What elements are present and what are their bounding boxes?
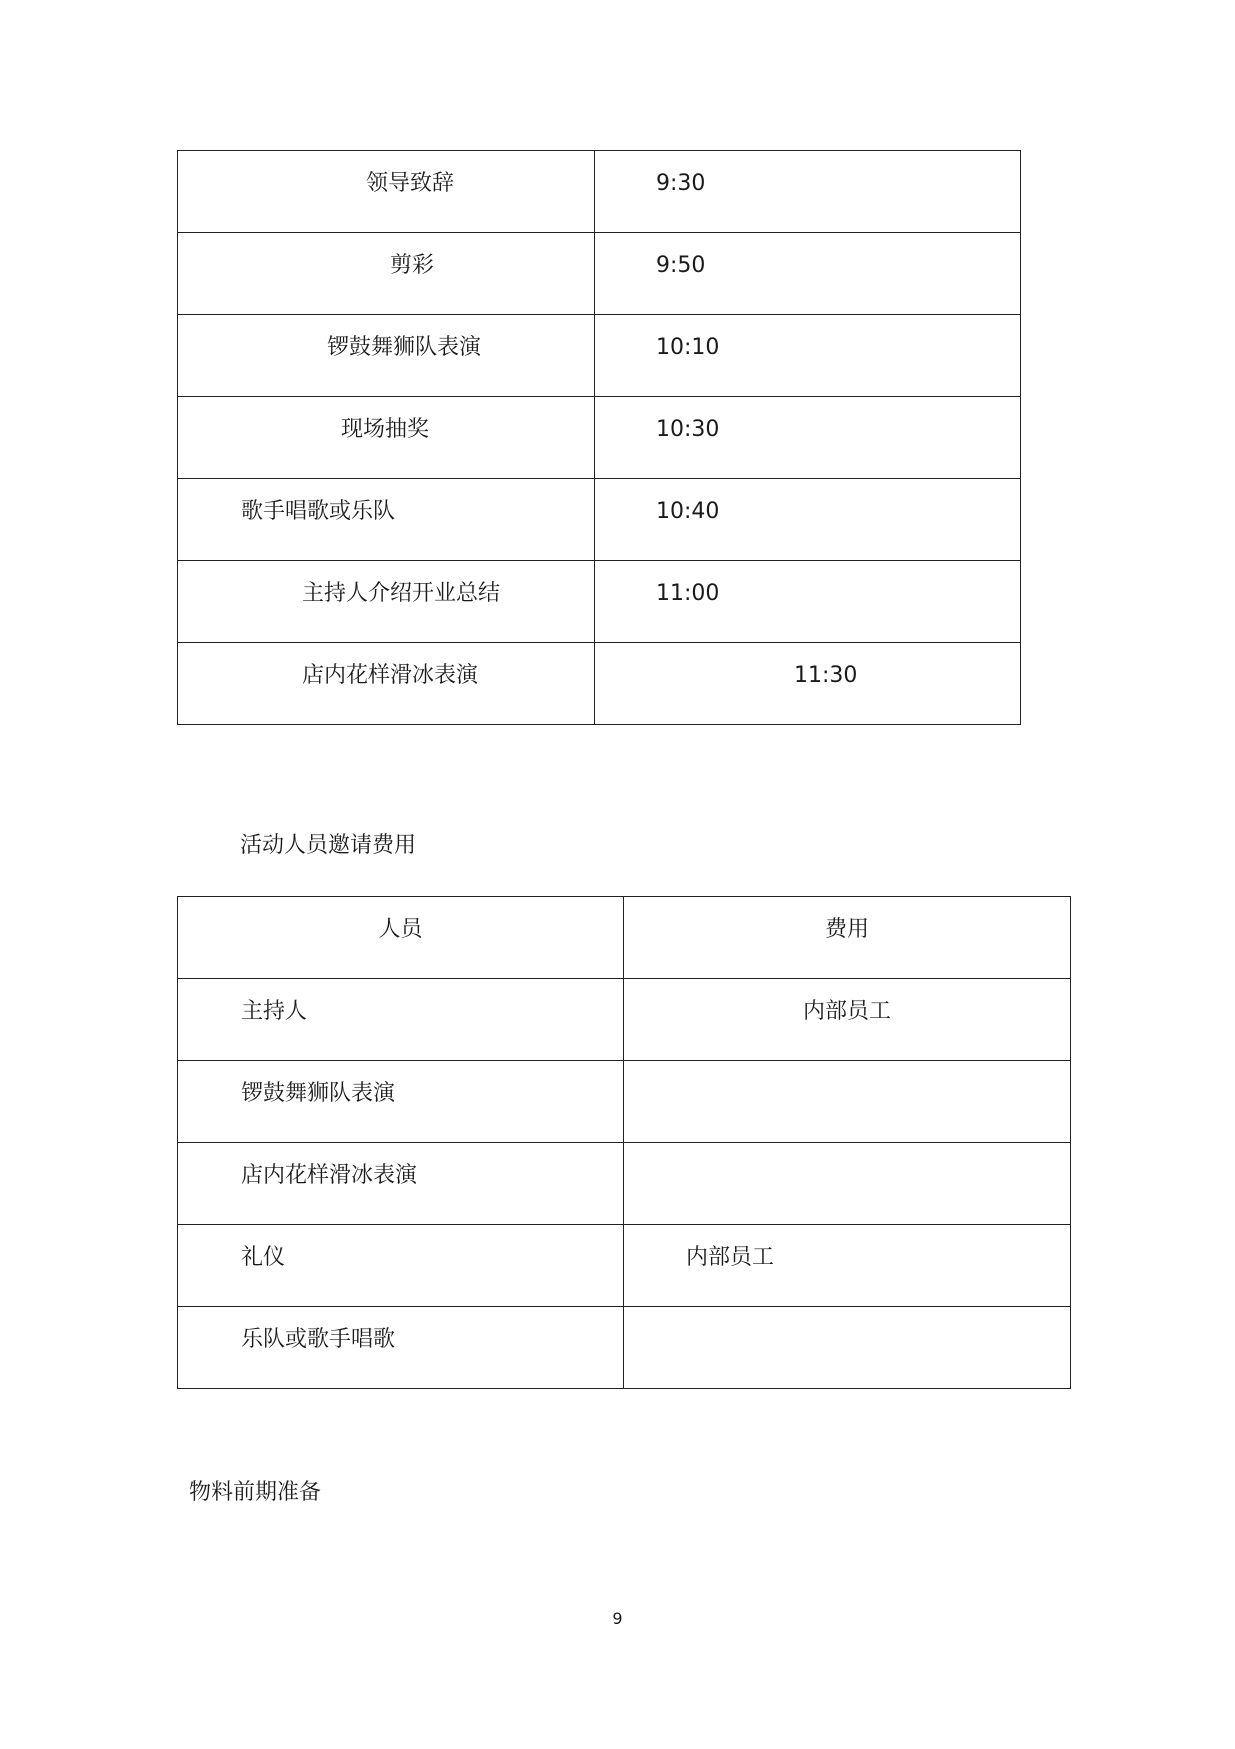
table-cell — [178, 233, 595, 315]
schedule-item: 现场抽奖 — [341, 417, 430, 442]
schedule-time: 9:30 — [656, 171, 706, 196]
page-number: 9 — [612, 1609, 623, 1628]
schedule-item: 店内花样滑冰表演 — [302, 663, 479, 688]
invite-cost-table — [177, 896, 1071, 1389]
invite-person: 礼仪 — [241, 1245, 286, 1270]
invite-section-heading: 活动人员邀请费用 — [240, 833, 417, 858]
table-row — [178, 561, 1021, 643]
table-row — [178, 151, 1021, 233]
invite-person: 店内花样滑冰表演 — [241, 1163, 418, 1188]
schedule-item: 剪彩 — [390, 253, 435, 278]
schedule-table — [177, 150, 1021, 725]
table-row — [178, 233, 1021, 315]
table-cell — [624, 1225, 1071, 1307]
table-row — [178, 1307, 1071, 1389]
invite-cost: 内部员工 — [802, 999, 891, 1024]
table-cell — [178, 1307, 624, 1389]
header-person: 人员 — [378, 917, 423, 942]
table-cell — [595, 561, 1021, 643]
schedule-time: 10:10 — [656, 335, 720, 360]
invite-person: 乐队或歌手唱歌 — [241, 1327, 396, 1352]
header-cost: 费用 — [824, 917, 869, 942]
invite-cost — [624, 1307, 1070, 1329]
schedule-item: 锣鼓舞狮队表演 — [327, 335, 482, 360]
table-row — [178, 1225, 1071, 1307]
schedule-time: 9:50 — [656, 253, 706, 278]
table-cell — [178, 1143, 624, 1225]
table-cell — [178, 561, 595, 643]
schedule-item: 歌手唱歌或乐队 — [241, 499, 396, 524]
invite-person: 锣鼓舞狮队表演 — [241, 1081, 396, 1106]
table-cell — [178, 1061, 624, 1143]
table-row — [178, 315, 1021, 397]
table-row — [178, 1143, 1071, 1225]
table-cell — [178, 479, 595, 561]
table-cell — [595, 479, 1021, 561]
table-row — [178, 479, 1021, 561]
table-header-cell — [624, 897, 1071, 979]
table-cell — [595, 151, 1021, 233]
table-cell — [624, 1143, 1071, 1225]
schedule-time: 11:00 — [656, 581, 720, 606]
table-cell — [595, 233, 1021, 315]
table-cell — [178, 151, 595, 233]
invite-person: 主持人 — [241, 999, 308, 1024]
schedule-time: 11:30 — [794, 663, 858, 688]
schedule-time: 10:40 — [656, 499, 720, 524]
table-cell — [595, 397, 1021, 479]
table-row — [178, 397, 1021, 479]
table-cell — [624, 1061, 1071, 1143]
materials-section-heading: 物料前期准备 — [189, 1480, 322, 1505]
table-cell — [595, 643, 1021, 725]
table-cell — [178, 397, 595, 479]
invite-cost: 内部员工 — [686, 1245, 775, 1270]
table-row — [178, 979, 1071, 1061]
schedule-item: 主持人介绍开业总结 — [302, 581, 501, 606]
table-cell — [595, 315, 1021, 397]
table-cell — [624, 1307, 1071, 1389]
schedule-time: 10:30 — [656, 417, 720, 442]
invite-cost — [624, 1143, 1070, 1165]
table-cell — [624, 979, 1071, 1061]
table-header-cell — [178, 897, 624, 979]
table-cell — [178, 643, 595, 725]
table-cell — [178, 979, 624, 1061]
table-cell — [178, 1225, 624, 1307]
invite-cost — [624, 1061, 1070, 1083]
table-row — [178, 1061, 1071, 1143]
table-row — [178, 643, 1021, 725]
table-cell — [178, 315, 595, 397]
table-header-row — [178, 897, 1071, 979]
schedule-item: 领导致辞 — [366, 171, 455, 196]
